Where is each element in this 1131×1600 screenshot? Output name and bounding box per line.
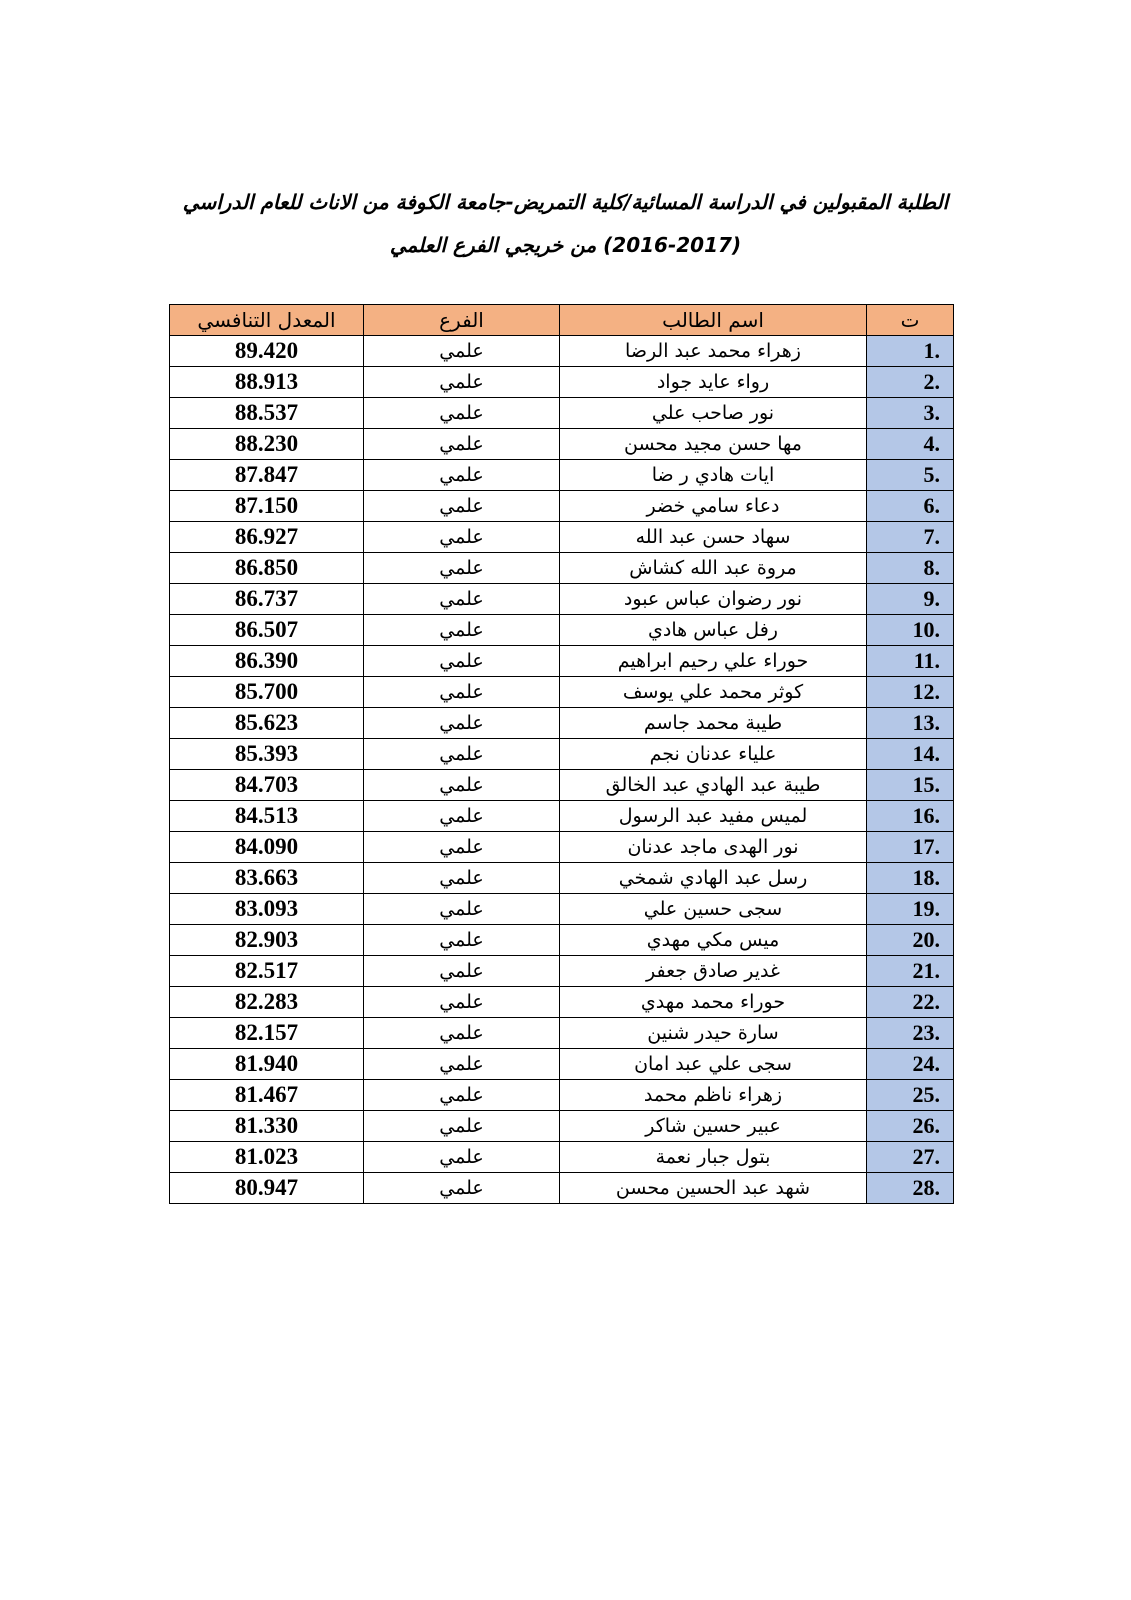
row-index-label: 22.: [912, 989, 940, 1014]
student-name: دعاء سامي خضر: [560, 491, 867, 522]
table-row: [170, 925, 954, 956]
student-name: زهراء ناظم محمد: [560, 1080, 867, 1111]
competitive-average: 85.393: [170, 739, 364, 770]
student-name: سارة حيدر شنين: [560, 1018, 867, 1049]
student-branch: علمي: [364, 925, 560, 956]
table-row: [170, 1049, 954, 1080]
row-index: [867, 336, 954, 367]
student-name: ميس مكي مهدي: [560, 925, 867, 956]
student-branch: علمي: [364, 863, 560, 894]
competitive-average: 81.467: [170, 1080, 364, 1111]
row-index: [867, 460, 954, 491]
student-name: طيبة محمد جاسم: [560, 708, 867, 739]
competitive-average: 82.517: [170, 956, 364, 987]
table-row: [170, 1018, 954, 1049]
row-index-label: 24.: [912, 1051, 940, 1076]
row-index: [867, 801, 954, 832]
row-index-label: 7.: [923, 524, 940, 549]
table-row: [170, 615, 954, 646]
student-branch: علمي: [364, 429, 560, 460]
student-branch: علمي: [364, 398, 560, 429]
competitive-average: 87.847: [170, 460, 364, 491]
student-name: مها حسن مجيد محسن: [560, 429, 867, 460]
competitive-average: 87.150: [170, 491, 364, 522]
table-row: [170, 708, 954, 739]
row-index: [867, 863, 954, 894]
row-index: [867, 398, 954, 429]
table-row: [170, 739, 954, 770]
row-index-label: 16.: [912, 803, 940, 828]
student-name: عبير حسين شاكر: [560, 1111, 867, 1142]
row-index: [867, 615, 954, 646]
student-branch: علمي: [364, 336, 560, 367]
header-branch: الفرع: [364, 305, 560, 336]
header-student-name: اسم الطالب: [560, 305, 867, 336]
table-body: [170, 336, 954, 1204]
competitive-average: 84.703: [170, 770, 364, 801]
student-branch: علمي: [364, 739, 560, 770]
row-index-label: 1.: [923, 338, 940, 363]
row-index-label: 21.: [912, 958, 940, 983]
student-branch: علمي: [364, 770, 560, 801]
table-row: [170, 770, 954, 801]
competitive-average: 83.093: [170, 894, 364, 925]
competitive-average: 82.157: [170, 1018, 364, 1049]
table-row: [170, 1173, 954, 1204]
row-index: [867, 677, 954, 708]
student-branch: علمي: [364, 1142, 560, 1173]
row-index-label: 14.: [912, 741, 940, 766]
row-index-label: 27.: [912, 1144, 940, 1169]
header-index: ت: [867, 305, 954, 336]
competitive-average: 84.090: [170, 832, 364, 863]
table-row: [170, 553, 954, 584]
competitive-average: 86.850: [170, 553, 364, 584]
row-index: [867, 1018, 954, 1049]
table-row: [170, 677, 954, 708]
competitive-average: 88.913: [170, 367, 364, 398]
row-index: [867, 367, 954, 398]
competitive-average: 88.537: [170, 398, 364, 429]
row-index: [867, 491, 954, 522]
student-branch: علمي: [364, 1111, 560, 1142]
competitive-average: 80.947: [170, 1173, 364, 1204]
table-row: [170, 336, 954, 367]
table-row: [170, 1080, 954, 1111]
row-index: [867, 1111, 954, 1142]
student-branch: علمي: [364, 956, 560, 987]
student-branch: علمي: [364, 553, 560, 584]
row-index: [867, 832, 954, 863]
row-index: [867, 925, 954, 956]
row-index-label: 2.: [923, 369, 940, 394]
row-index-label: 10.: [912, 617, 940, 642]
row-index: [867, 894, 954, 925]
row-index-label: 13.: [912, 710, 940, 735]
student-branch: علمي: [364, 491, 560, 522]
student-name: حوراء علي رحيم ابراهيم: [560, 646, 867, 677]
student-name: رواء عايد جواد: [560, 367, 867, 398]
competitive-average: 88.230: [170, 429, 364, 460]
row-index-label: 8.: [923, 555, 940, 580]
row-index-label: 12.: [912, 679, 940, 704]
page-subtitle: (2016-2017) من خريجي الفرع العلمي: [389, 233, 742, 257]
table-row: [170, 460, 954, 491]
row-index-label: 28.: [912, 1175, 940, 1200]
table-row: [170, 987, 954, 1018]
student-name: غدير صادق جعفر: [560, 956, 867, 987]
student-name: مروة عبد الله كشاش: [560, 553, 867, 584]
student-branch: علمي: [364, 1173, 560, 1204]
table-row: [170, 801, 954, 832]
student-name: نور الهدى ماجد عدنان: [560, 832, 867, 863]
row-index-label: 18.: [912, 865, 940, 890]
student-name: كوثر محمد علي يوسف: [560, 677, 867, 708]
student-branch: علمي: [364, 584, 560, 615]
student-name: رسل عبد الهادي شمخي: [560, 863, 867, 894]
competitive-average: 82.903: [170, 925, 364, 956]
row-index-label: 17.: [912, 834, 940, 859]
student-name: سهاد حسن عبد الله: [560, 522, 867, 553]
row-index-label: 23.: [912, 1020, 940, 1045]
student-branch: علمي: [364, 646, 560, 677]
student-name: زهراء محمد عبد الرضا: [560, 336, 867, 367]
row-index-label: 15.: [912, 772, 940, 797]
table-row: [170, 491, 954, 522]
row-index-label: 4.: [923, 431, 940, 456]
competitive-average: 86.927: [170, 522, 364, 553]
row-index-label: 3.: [923, 400, 940, 425]
student-name: طيبة عبد الهادي عبد الخالق: [560, 770, 867, 801]
row-index-label: 20.: [912, 927, 940, 952]
student-branch: علمي: [364, 677, 560, 708]
table-header: [170, 305, 954, 336]
row-index: [867, 429, 954, 460]
row-index-label: 26.: [912, 1113, 940, 1138]
student-branch: علمي: [364, 460, 560, 491]
row-index: [867, 584, 954, 615]
table-row: [170, 584, 954, 615]
competitive-average: 86.507: [170, 615, 364, 646]
student-name: سجى حسين علي: [560, 894, 867, 925]
table-row: [170, 894, 954, 925]
student-branch: علمي: [364, 367, 560, 398]
competitive-average: 83.663: [170, 863, 364, 894]
student-branch: علمي: [364, 987, 560, 1018]
competitive-average: 85.623: [170, 708, 364, 739]
student-name: ايات هادي ر ضا: [560, 460, 867, 491]
competitive-average: 86.390: [170, 646, 364, 677]
student-branch: علمي: [364, 708, 560, 739]
competitive-average: 81.940: [170, 1049, 364, 1080]
row-index: [867, 739, 954, 770]
competitive-average: 84.513: [170, 801, 364, 832]
header-competitive-average: المعدل التنافسي: [170, 305, 364, 336]
competitive-average: 85.700: [170, 677, 364, 708]
header-row: [170, 305, 954, 336]
row-index: [867, 1173, 954, 1204]
student-name: رفل عباس هادي: [560, 615, 867, 646]
student-branch: علمي: [364, 1049, 560, 1080]
table-row: [170, 1142, 954, 1173]
row-index: [867, 956, 954, 987]
student-branch: علمي: [364, 1080, 560, 1111]
row-index: [867, 522, 954, 553]
row-index: [867, 646, 954, 677]
page-title: الطلبة المقبولين في الدراسة المسائية/كلية التمريض-جامعة الكوفة من الاناث للعام الدراسي: [182, 190, 949, 214]
table-row: [170, 863, 954, 894]
row-index-label: 6.: [923, 493, 940, 518]
row-index: [867, 987, 954, 1018]
table-row: [170, 522, 954, 553]
row-index-label: 9.: [923, 586, 940, 611]
student-name: شهد عبد الحسين محسن: [560, 1173, 867, 1204]
student-branch: علمي: [364, 894, 560, 925]
student-branch: علمي: [364, 801, 560, 832]
student-branch: علمي: [364, 832, 560, 863]
student-name: حوراء محمد مهدي: [560, 987, 867, 1018]
table-row: [170, 367, 954, 398]
student-branch: علمي: [364, 522, 560, 553]
competitive-average: 81.023: [170, 1142, 364, 1173]
table-row: [170, 832, 954, 863]
row-index-label: 11.: [913, 648, 940, 673]
table-row: [170, 429, 954, 460]
row-index: [867, 770, 954, 801]
row-index: [867, 1080, 954, 1111]
student-name: بتول جبار نعمة: [560, 1142, 867, 1173]
competitive-average: 89.420: [170, 336, 364, 367]
student-branch: علمي: [364, 1018, 560, 1049]
table-row: [170, 1111, 954, 1142]
competitive-average: 86.737: [170, 584, 364, 615]
row-index: [867, 1142, 954, 1173]
row-index-label: 5.: [923, 462, 940, 487]
row-index-label: 19.: [912, 896, 940, 921]
row-index-label: 25.: [912, 1082, 940, 1107]
student-name: سجى علي عبد امان: [560, 1049, 867, 1080]
competitive-average: 81.330: [170, 1111, 364, 1142]
student-branch: علمي: [364, 615, 560, 646]
row-index: [867, 708, 954, 739]
table-row: [170, 646, 954, 677]
row-index: [867, 1049, 954, 1080]
student-name: نور صاحب علي: [560, 398, 867, 429]
student-name: علياء عدنان نجم: [560, 739, 867, 770]
competitive-average: 82.283: [170, 987, 364, 1018]
row-index: [867, 553, 954, 584]
student-name: لميس مفيد عبد الرسول: [560, 801, 867, 832]
student-name: نور رضوان عباس عبود: [560, 584, 867, 615]
accepted-students-table: [169, 304, 954, 1204]
table-row: [170, 956, 954, 987]
table-row: [170, 398, 954, 429]
